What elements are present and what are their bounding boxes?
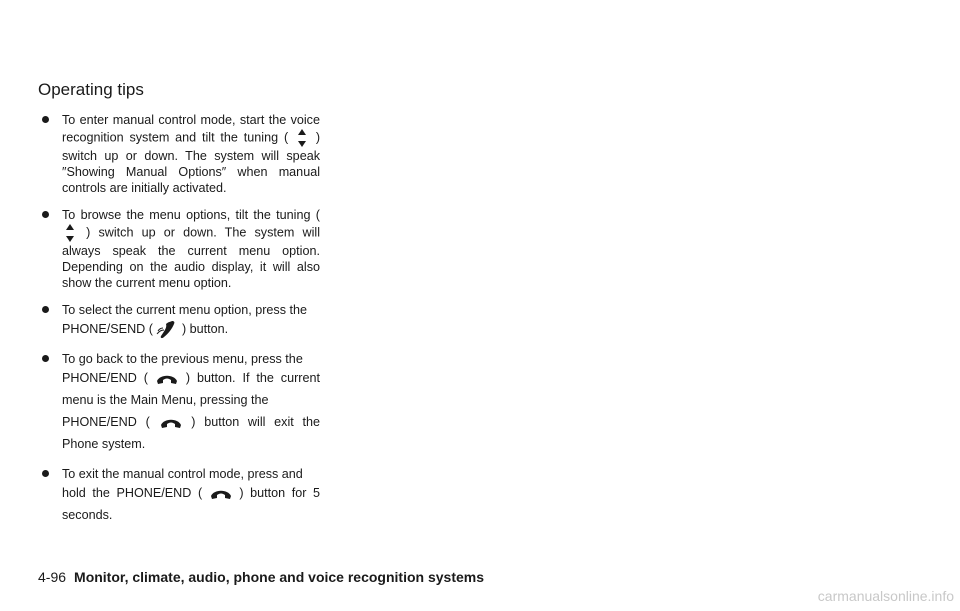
section-title: Operating tips [38, 80, 144, 99]
tip-text: To browse the menu options, tilt the tuning [62, 208, 311, 222]
tip-text: ) button. If the current menu is the Main Menu, pressing the [62, 371, 321, 407]
tip-text: ) button. [181, 322, 229, 336]
chapter-title: Monitor, climate, audio, phone and voice recognition systems [74, 569, 484, 585]
tip-item [38, 351, 320, 455]
tip-item [38, 466, 320, 526]
tip-text: To select the current menu option, press the [62, 303, 308, 317]
tip-line [62, 411, 320, 455]
tip-text: ) button will exit the Phone system. [62, 415, 320, 451]
up-down-arrows-icon [294, 128, 310, 148]
page-number: 4-96 [38, 569, 67, 585]
phone-end-icon [159, 416, 183, 430]
tip-text: To enter manual control mode, start the voice recognition system and tilt the tuning [62, 113, 320, 145]
watermark: carmanualsonline.info [817, 588, 954, 604]
tip-item [38, 302, 320, 340]
tip-line [62, 482, 320, 526]
up-down-arrows-icon [62, 223, 78, 243]
phone-end-icon [209, 487, 233, 501]
tip-text: PHONE/SEND ( [62, 322, 153, 336]
tip-line [62, 367, 320, 411]
tip-text: To go back to the previous menu, press the [62, 352, 303, 366]
tip-item [38, 112, 320, 196]
tip-text: PHONE/END ( [62, 415, 150, 429]
phone-end-icon [155, 372, 179, 386]
tip-text: ( [283, 130, 289, 145]
tip-item [38, 207, 320, 291]
tip-text: ) switch up or down. The system will always speak the current menu option. Depending on the audio display, it will also show the current menu option. [62, 225, 321, 290]
tip-text: ( [315, 208, 320, 222]
tip-text: hold the PHONE/END ( [62, 486, 203, 500]
phone-send-icon [156, 320, 178, 340]
tip-text: To exit the manual control mode, press and [62, 467, 303, 481]
operating-tips-list [38, 112, 320, 537]
tip-text: ) button for 5 seconds. [62, 486, 321, 522]
tip-text: PHONE/END ( [62, 371, 148, 385]
tip-line [62, 318, 320, 340]
page-footer [38, 569, 484, 585]
tip-text: ) switch up or down. The system will speak ″Showing Manual Options″ when manual controls are initially activated. [62, 130, 321, 195]
